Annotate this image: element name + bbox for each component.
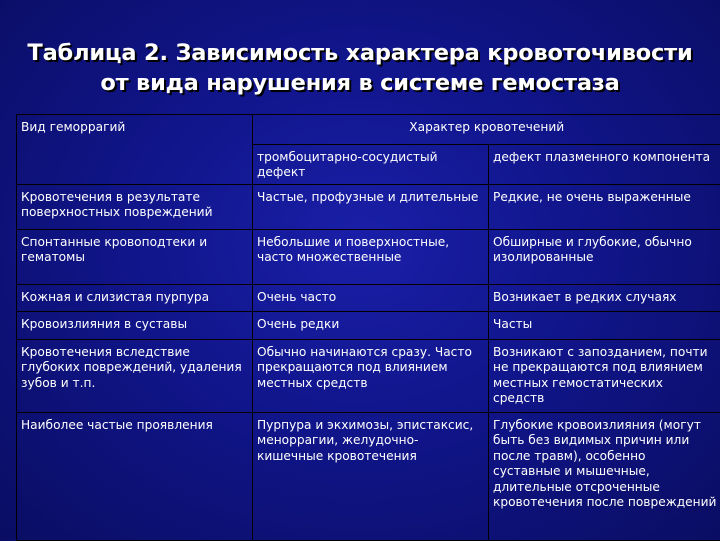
cell-platelet: Небольшие и поверхностные, часто множественные xyxy=(253,230,489,285)
cell-plasma: Возникает в редких случаях xyxy=(489,285,720,312)
cell-type: Кровотечения вследствие глубоких повреждений, удаления зубов и т.п. xyxy=(17,340,253,413)
cell-type: Спонтанные кровоподтеки и гематомы xyxy=(17,230,253,285)
table-row xyxy=(17,185,720,230)
subheader-platelet-vascular: тромбоцитарно-сосудистый дефект xyxy=(253,145,489,185)
cell-type: Наиболее частые проявления xyxy=(17,413,253,541)
cell-plasma: Обширные и глубокие, обычно изолированные xyxy=(489,230,720,285)
cell-type: Кровотечения в результате поверхностных повреждений xyxy=(17,185,253,230)
table-row xyxy=(17,413,720,541)
cell-platelet: Очень редки xyxy=(253,312,489,340)
cell-plasma: Часты xyxy=(489,312,720,340)
title-line-1: Таблица 2. Зависимость характера кровоточивости xyxy=(0,38,720,68)
subheader-plasma: дефект плазменного компонента xyxy=(489,145,720,185)
cell-plasma: Глубокие кровоизлияния (могут быть без видимых причин или после травм), особенно суставные и мышечные, длительные отсроченные кровотечения после повреждений xyxy=(489,413,720,541)
hemostasis-table xyxy=(16,114,720,541)
table-row xyxy=(17,312,720,340)
table-row xyxy=(17,340,720,413)
header-hemorrhage-type: Вид геморрагий xyxy=(17,115,253,185)
cell-platelet: Обычно начинаются сразу. Часто прекращаются под влиянием местных средств xyxy=(253,340,489,413)
cell-platelet: Очень часто xyxy=(253,285,489,312)
cell-plasma: Редкие, не очень выраженные xyxy=(489,185,720,230)
cell-platelet: Пурпура и экхимозы, эпистаксис, меноррагии, желудочно-кишечные кровотечения xyxy=(253,413,489,541)
title-line-2: от вида нарушения в системе гемостаза xyxy=(0,68,720,98)
cell-type: Кровоизлияния в суставы xyxy=(17,312,253,340)
table-row xyxy=(17,230,720,285)
header-bleeding-character: Характер кровотечений xyxy=(253,115,720,145)
header-row xyxy=(17,115,720,145)
cell-plasma: Возникают с запозданием, почти не прекращаются под влиянием местных гемостатических средств xyxy=(489,340,720,413)
page-title xyxy=(0,38,720,98)
table-row xyxy=(17,285,720,312)
cell-type: Кожная и слизистая пурпура xyxy=(17,285,253,312)
cell-platelet: Частые, профузные и длительные xyxy=(253,185,489,230)
